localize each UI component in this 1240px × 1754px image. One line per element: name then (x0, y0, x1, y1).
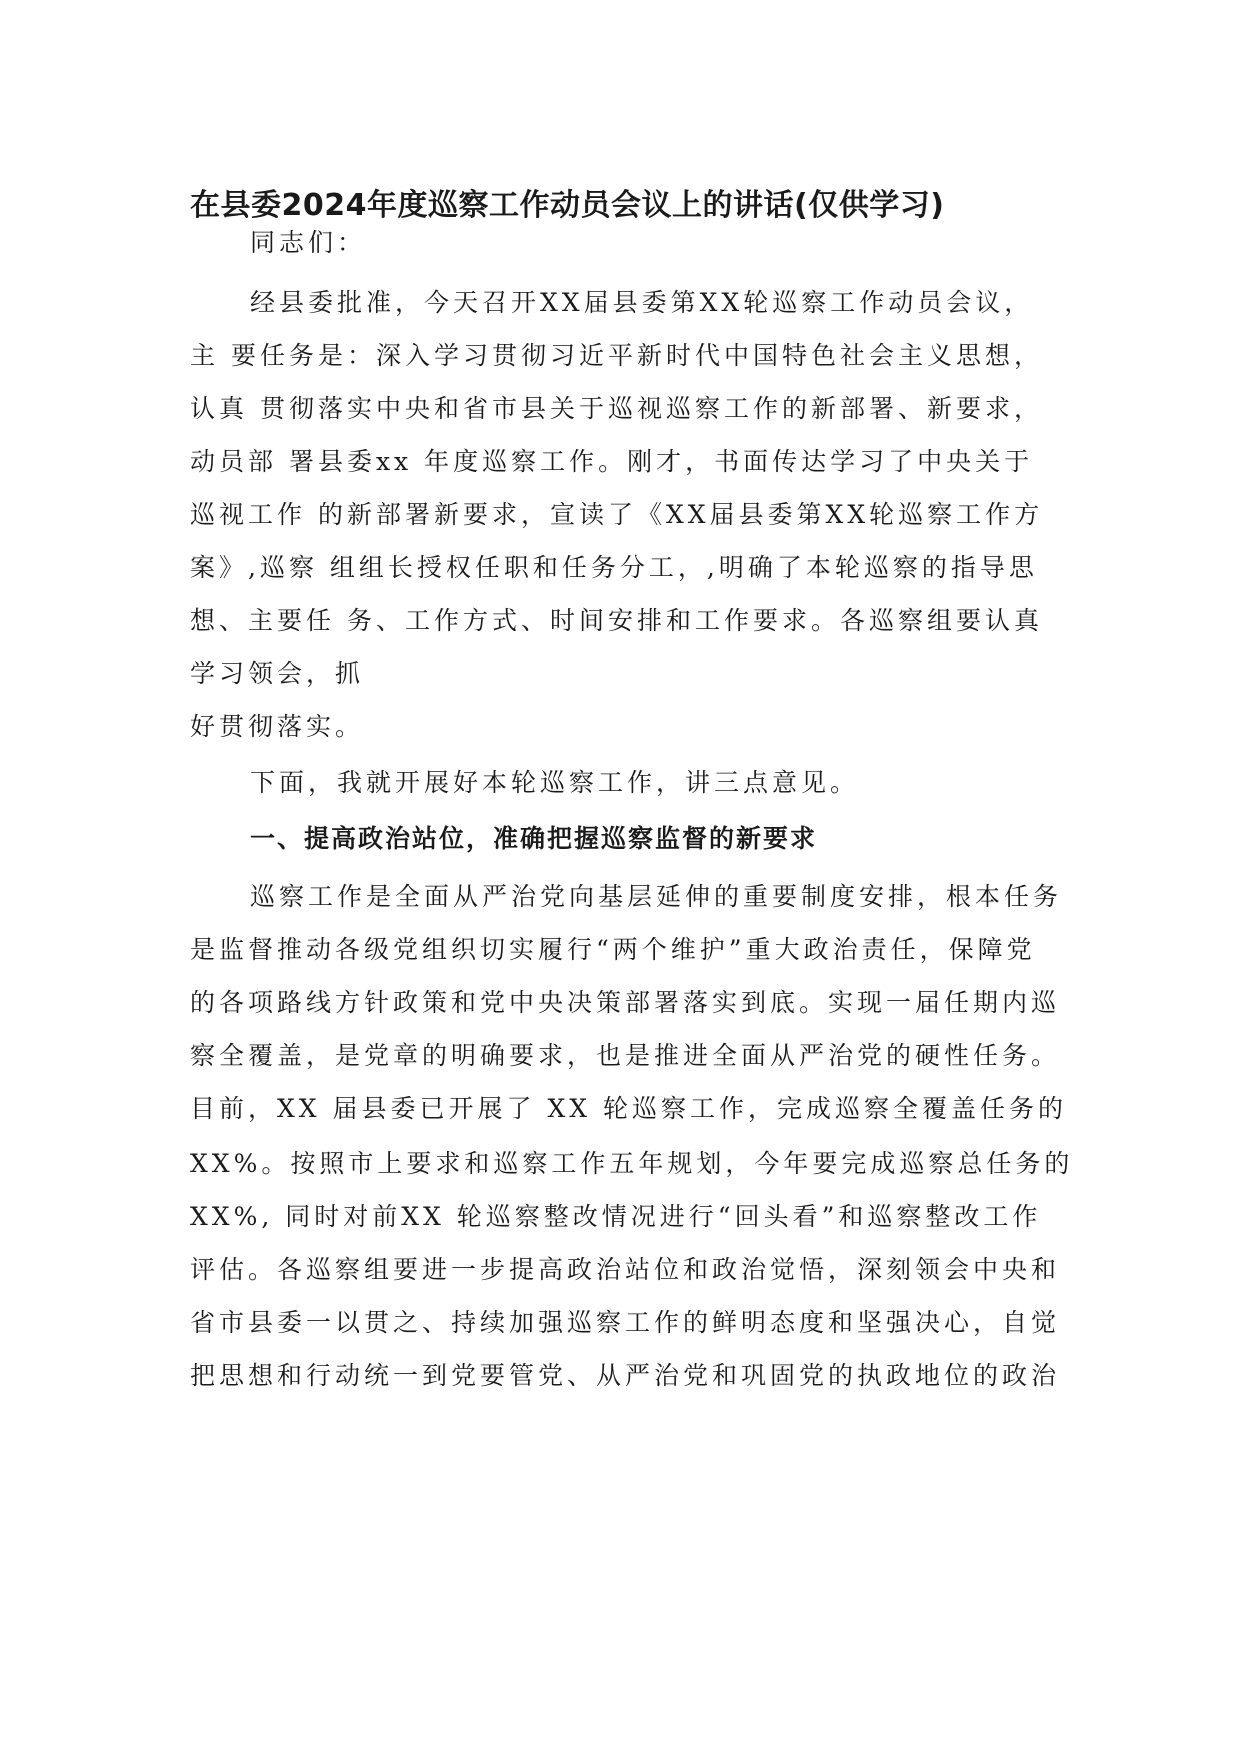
document-title: 在县委2024年度巡察工作动员会议上的讲话(仅供学习) (190, 188, 945, 223)
salutation: 同志们： (250, 228, 367, 257)
section-heading: 一、提高政治站位，准确把握巡察监督的新要求 (250, 824, 818, 853)
paragraph-line: 经县委批准，今天召开XX届县委第XX轮巡察工作动员会议， (250, 288, 1034, 317)
paragraph-line: 认真 贯彻落实中央和省市县关于巡视巡察工作的新部署、新要求， (190, 394, 1043, 423)
paragraph-line: 省市县委一以贯之、持续加强巡察工作的鲜明态度和坚强决心，自觉 (190, 1308, 1061, 1337)
paragraph-line: 目前，XX 届县委已开展了 XX 轮巡察工作，完成巡察全覆盖任务的 (190, 1094, 1068, 1123)
paragraph-line: 巡察工作是全面从严治党向基层延伸的重要制度安排，根本任务 (250, 882, 1063, 911)
paragraph-line: 是监督推动各级党组织切实履行“两个维护”重大政治责任，保障党 (190, 935, 1036, 964)
paragraph-line: XX%, 同时对前XX 轮巡察整改情况进行“回头看”和巡察整改工作 (190, 1202, 1042, 1231)
paragraph-line: 的各项路线方针政策和党中央决策部署落实到底。实现一届任期内巡 (190, 988, 1061, 1017)
paragraph-line: 学习领会，抓 (190, 659, 365, 688)
paragraph-line: XX%。按照市上要求和巡察工作五年规划，今年要完成巡察总任务的 (190, 1149, 1074, 1178)
paragraph-line: 好贯彻落实。 (190, 712, 365, 741)
paragraph-line: 动员部 署县委xx 年度巡察工作。刚才，书面传达学习了中央关于 (190, 447, 1034, 476)
paragraph-line: 评估。各巡察组要进一步提高政治站位和政治觉悟，深刻领会中央和 (190, 1255, 1061, 1284)
paragraph-line: 想、主要任 务、工作方式、时间安排和工作要求。各巡察组要认真 (190, 606, 1043, 635)
paragraph-line: 巡视工作 的新部署新要求，宣读了《XX届县委第XX轮巡察工作方 (190, 500, 1044, 529)
paragraph-line: 察全覆盖，是党章的明确要求，也是推进全面从严治党的硬性任务。 (190, 1041, 1061, 1070)
paragraph-line: 主 要任务是：深入学习贯彻习近平新时代中国特色社会主义思想， (190, 341, 1043, 370)
paragraph-line: 案》,巡察 组组长授权任职和任务分工，,明确了本轮巡察的指导思 (190, 553, 1038, 582)
paragraph-intro: 下面，我就开展好本轮巡察工作，讲三点意见。 (250, 768, 860, 797)
paragraph-line: 把思想和行动统一到党要管党、从严治党和巩固党的执政地位的政治 (190, 1361, 1061, 1390)
